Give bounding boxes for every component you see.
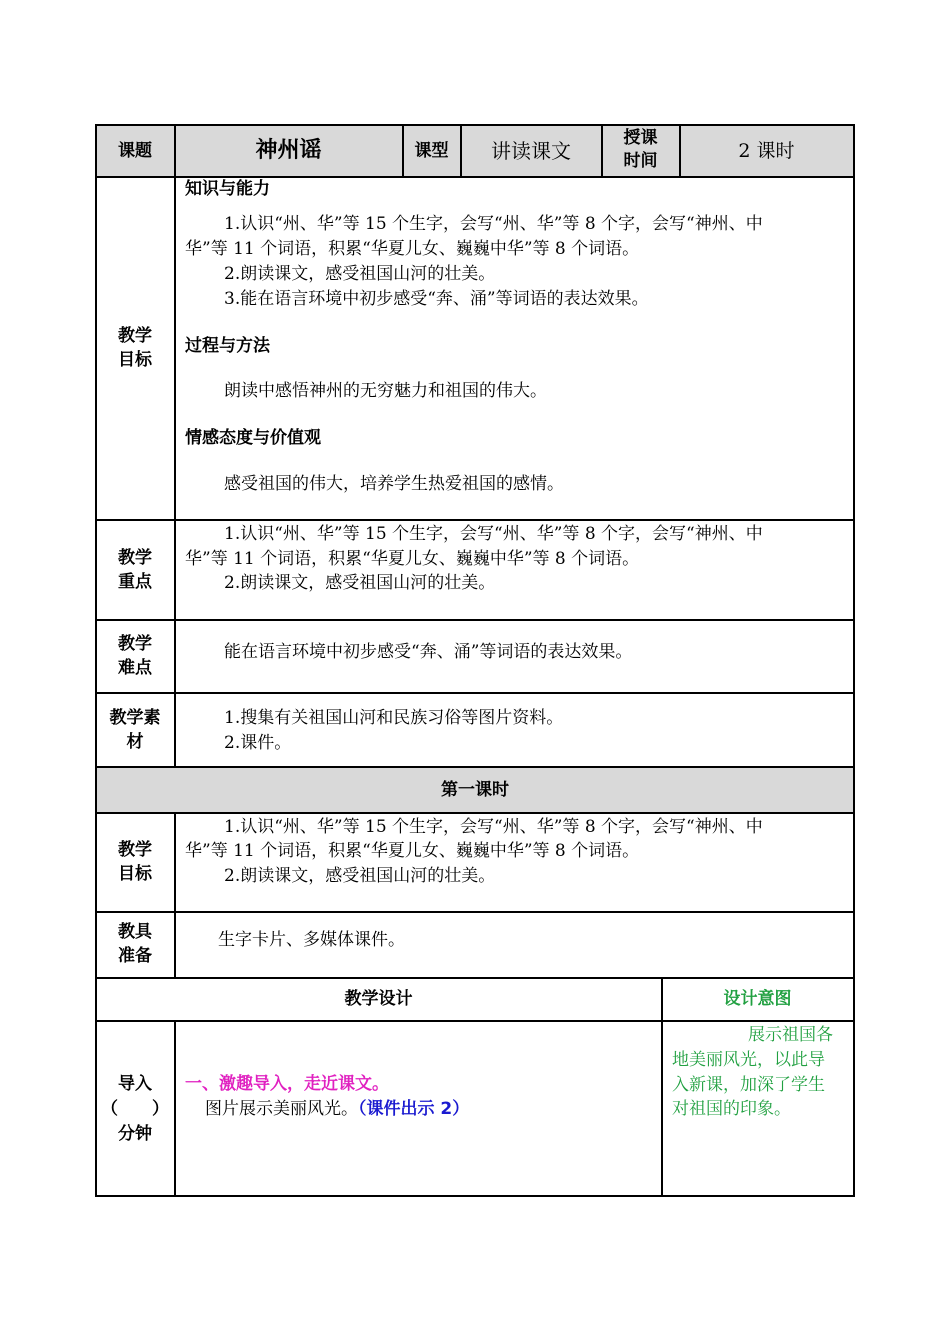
lesson-objectives-label-line1: 教学	[118, 840, 152, 860]
section-title-knowledge: 知识与能力	[185, 179, 270, 199]
intro-label-line3: 分钟	[118, 1124, 152, 1144]
tools-label-line2: 准备	[118, 946, 152, 966]
lesson-objectives-label	[96, 838, 174, 886]
step-text: 图片展示美丽风光。	[205, 1099, 358, 1119]
tools-label	[96, 920, 174, 968]
difficulties-label-line2: 难点	[118, 658, 152, 678]
step-title: 一、激趣导入，走近课文。	[185, 1074, 389, 1094]
key-points-label-line2: 重点	[118, 572, 152, 592]
row-divider	[96, 519, 855, 521]
intro-label-line1: 导入	[118, 1074, 152, 1094]
intent-line3: 入新课，加深了学生	[672, 1075, 825, 1095]
objective-item-1-line2: 华”等 11 个词语，积累“华夏儿女、巍巍中华”等 8 个词语。	[185, 239, 640, 259]
materials-line2: 2.课件。	[224, 733, 292, 753]
table-border-top	[96, 124, 855, 126]
objective-item-2: 2.朗读课文，感受祖国山河的壮美。	[224, 264, 496, 284]
row-divider	[96, 911, 855, 913]
row-divider	[96, 812, 855, 814]
key-points-label	[96, 546, 174, 594]
lesson-objective-line2: 华”等 11 个词语，积累“华夏儿女、巍巍中华”等 8 个词语。	[185, 841, 640, 861]
type-value: 讲读课文	[491, 139, 571, 163]
materials-label-line2: 材	[126, 732, 144, 752]
section-text-emotion: 感受祖国的伟大，培养学生热爱祖国的感情。	[224, 474, 564, 494]
row-divider	[96, 619, 855, 621]
design-title: 教学设计	[344, 989, 413, 1009]
difficulties-label-line1: 教学	[118, 634, 152, 654]
key-point-line3: 2.朗读课文，感受祖国山河的壮美。	[224, 573, 496, 593]
type-label: 课型	[414, 141, 449, 161]
lesson-objective-line1: 1.认识“州、华”等 15 个生字，会写“州、华”等 8 个字，会写“神州、中	[224, 817, 763, 837]
intent-line4: 对祖国的印象。	[672, 1099, 791, 1119]
label-column-divider	[174, 124, 176, 767]
key-points-label-line1: 教学	[118, 548, 152, 568]
lesson-objective-line3: 2.朗读课文，感受祖国山河的壮美。	[224, 866, 496, 886]
label-column-divider	[174, 1020, 176, 1197]
label-column-divider	[174, 812, 176, 978]
table-border-bottom	[96, 1195, 855, 1197]
objective-item-1-line1: 1.认识“州、华”等 15 个生字，会写“州、华”等 8 个字，会写“神州、中	[224, 214, 763, 234]
materials-label	[96, 706, 174, 754]
step-note: （课件出示 2）	[358, 1099, 470, 1119]
topic-label: 课题	[118, 141, 152, 161]
row-divider	[96, 977, 855, 979]
tools-label-line1: 教具	[118, 922, 152, 942]
intro-label	[96, 1072, 174, 1147]
objectives-label-line1: 教学	[118, 326, 152, 346]
lesson-title: 第一课时	[441, 780, 509, 800]
section-title-emotion: 情感态度与价值观	[185, 428, 321, 448]
materials-line1: 1.搜集有关祖国山河和民族习俗等图片资料。	[224, 708, 564, 728]
row-divider	[96, 692, 855, 694]
row-divider	[96, 766, 855, 768]
row-divider	[96, 1020, 855, 1022]
objectives-label	[96, 324, 174, 372]
intent-title: 设计意图	[723, 989, 792, 1009]
difficulties-label	[96, 632, 174, 680]
time-label-line1: 授课	[623, 128, 658, 148]
section-title-process: 过程与方法	[185, 336, 270, 356]
tools-text: 生字卡片、多媒体课件。	[218, 930, 405, 950]
objectives-label-line2: 目标	[118, 350, 152, 370]
key-point-line1: 1.认识“州、华”等 15 个生字，会写“州、华”等 8 个字，会写“神州、中	[224, 524, 763, 544]
objective-item-3: 3.能在语言环境中初步感受“奔、涌”等词语的表达效果。	[224, 289, 649, 309]
step-text-line	[205, 1097, 469, 1121]
time-label	[602, 127, 679, 173]
lesson-objectives-label-line2: 目标	[118, 864, 152, 884]
intent-line1: 展示祖国各	[748, 1025, 833, 1045]
table-border-right	[853, 124, 855, 1197]
materials-label-line1: 教学素	[109, 708, 161, 728]
time-label-line2: 时间	[623, 151, 658, 171]
intro-label-line2: （ ）	[101, 1099, 169, 1119]
key-point-line2: 华”等 11 个词语，积累“华夏儿女、巍巍中华”等 8 个词语。	[185, 549, 640, 569]
difficulties-text: 能在语言环境中初步感受“奔、涌”等词语的表达效果。	[224, 642, 633, 662]
time-value: 2 课时	[738, 140, 795, 162]
section-text-process: 朗读中感悟神州的无穷魅力和祖国的伟大。	[224, 381, 547, 401]
topic-value: 神州谣	[255, 138, 322, 163]
intent-line2: 地美丽风光，以此导	[672, 1050, 825, 1070]
